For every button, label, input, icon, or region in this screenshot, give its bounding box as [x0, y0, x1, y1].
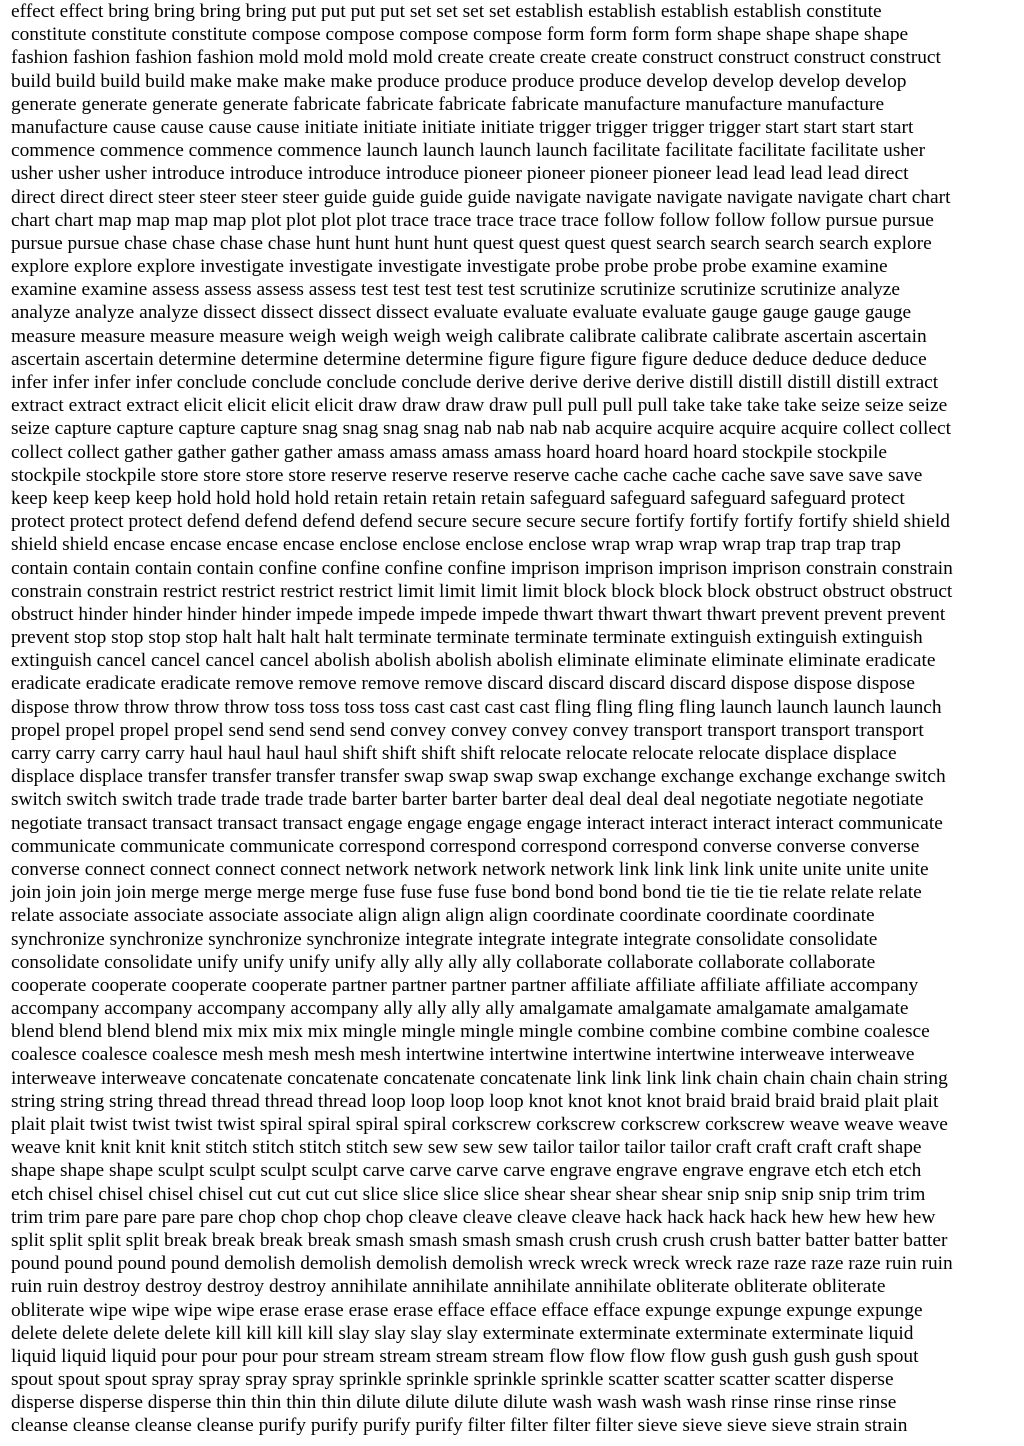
text-line: consolidate consolidate unify unify unify unify ally ally ally ally collaborate collaborate collaborate collaborate [11, 951, 876, 973]
text-line: shape shape shape sculpt sculpt sculpt sculpt carve carve carve carve engrave engrave engrave engrave etch etch etch [11, 1160, 922, 1182]
text-line: trim trim pare pare pare pare chop chop chop chop cleave cleave cleave cleave hack hack hack hack hew hew hew hew [11, 1206, 936, 1228]
text-line: plait plait twist twist twist twist spiral spiral spiral spiral corkscrew corkscrew corkscrew corkscrew weave weave weave [11, 1114, 948, 1135]
text-line: keep keep keep keep hold hold hold hold retain retain retain retain safeguard safeguard safeguard safeguard protect [11, 487, 905, 509]
text-line: protect protect protect defend defend defend defend secure secure secure secure fortify fortify fortify fortify shield shield [11, 511, 950, 533]
text-line: displace displace transfer transfer transfer transfer swap swap swap swap exchange exchange exchange exchange switch [11, 766, 946, 788]
text-line: accompany accompany accompany accompany ally ally ally ally amalgamate amalgamate amalgamate amalgamate [11, 998, 909, 1020]
text-line: commence commence commence commence launch launch launch launch facilitate facilitate facilitate facilitate usher [11, 140, 926, 162]
text-line: measure measure measure measure weigh weigh weigh weigh calibrate calibrate calibrate calibrate ascertain ascertain [11, 325, 927, 347]
text-line: analyze analyze analyze dissect dissect dissect dissect evaluate evaluate evaluate evaluate gauge gauge gauge gauge [11, 302, 912, 324]
text-line: join join join join merge merge merge merge fuse fuse fuse fuse bond bond bond bond tie tie tie tie relate relate relate [11, 882, 922, 904]
text-line: split split split split break break break break smash smash smash smash crush crush crush crush batter batter batter batter [11, 1229, 948, 1251]
text-line: obstruct hinder hinder hinder hinder impede impede impede impede thwart thwart thwart thwart prevent prevent prevent [11, 603, 946, 625]
text-line: shield shield encase encase encase encase enclose enclose enclose enclose wrap wrap wrap wrap trap trap trap trap [11, 534, 901, 556]
text-line: dispose throw throw throw throw toss toss toss toss cast cast cast cast fling fling fling fling launch launch launch launch [11, 696, 942, 718]
document-text-body [11, 0, 1015, 1438]
text-line: ascertain ascertain determine determine determine determine figure figure figure figure deduce deduce deduce deduce [11, 348, 927, 370]
text-line: ruin ruin destroy destroy destroy destroy annihilate annihilate annihilate annihilate obliterate obliterate obliterate [11, 1276, 886, 1298]
text-line: generate generate generate generate fabricate fabricate fabricate fabricate manufacture manufacture manufacture [11, 93, 885, 115]
text-line: infer infer infer infer conclude conclude conclude conclude derive derive derive derive distill distill distill distill extract [11, 372, 939, 393]
text-line: prevent stop stop stop stop halt halt halt halt terminate terminate terminate terminate extinguish extinguish extinguish [11, 627, 923, 649]
text-line: fashion fashion fashion fashion mold mold mold mold create create create create construct construct construct construct [11, 47, 941, 69]
text-line: constrain constrain restrict restrict restrict restrict limit limit limit limit block block block block obstruct obstruct obstruct [11, 580, 953, 602]
text-line: relate associate associate associate associate align align align align coordinate coordinate coordinate coordinate [11, 905, 875, 927]
text-line: cooperate cooperate cooperate cooperate partner partner partner partner affiliate affiliate affiliate affiliate accompany [11, 974, 919, 996]
text-line: examine examine assess assess assess assess test test test test test scrutinize scrutinize scrutinize scrutinize analyze [11, 279, 901, 301]
text-line: obliterate wipe wipe wipe wipe erase erase erase erase efface efface efface efface expunge expunge expunge expunge [11, 1299, 923, 1321]
text-line: usher usher usher introduce introduce introduce introduce pioneer pioneer pioneer pioneer lead lead lead lead direct [11, 163, 909, 185]
text-line: carry carry carry carry haul haul haul haul shift shift shift shift relocate relocate relocate relocate displace displace [11, 743, 897, 764]
text-line: delete delete delete delete kill kill kill kill slay slay slay slay exterminate exterminate exterminate exterminate liquid [11, 1322, 914, 1344]
text-line: converse connect connect connect connect network network network network link link link link unite unite unite unite [11, 858, 929, 880]
text-line: spout spout spout spray spray spray spray sprinkle sprinkle sprinkle sprinkle scatter scatter scatter scatter disperse [11, 1369, 894, 1391]
text-line: chart chart map map map map plot plot plot plot trace trace trace trace trace follow follow follow follow pursue pursue [11, 209, 934, 231]
text-line: contain contain contain contain confine confine confine confine imprison imprison imprison imprison constrain constrain [11, 557, 953, 579]
text-line: disperse disperse disperse thin thin thin thin dilute dilute dilute dilute wash wash wash wash rinse rinse rinse rinse [11, 1392, 897, 1414]
text-line: collect collect gather gather gather gather amass amass amass amass hoard hoard hoard hoard stockpile stockpile [11, 441, 888, 463]
text-line: explore explore explore investigate investigate investigate investigate probe probe probe probe examine examine [11, 256, 888, 278]
text-line: build build build build make make make make produce produce produce produce develop develop develop develop [11, 70, 907, 92]
text-line: eradicate eradicate eradicate remove remove remove remove discard discard discard discard dispose dispose dispose [11, 673, 915, 695]
text-line: constitute constitute constitute compose compose compose compose form form form form shape shape shape shape [11, 24, 909, 46]
text-line: seize capture capture capture capture snag snag snag snag nab nab nab nab acquire acquire acquire acquire collect collect [11, 418, 951, 440]
text-line: liquid liquid liquid pour pour pour pour stream stream stream stream flow flow flow flow gush gush gush gush spout [11, 1345, 919, 1367]
text-line: stockpile stockpile store store store store reserve reserve reserve reserve cache cache cache cache save save save save [11, 464, 923, 486]
text-line: synchronize synchronize synchronize synchronize integrate integrate integrate integrate consolidate consolidate [11, 928, 878, 950]
text-line: effect effect bring bring bring bring put put put put set set set set establish establish establish establish constitute [11, 1, 882, 22]
text-line: interweave interweave concatenate concatenate concatenate concatenate link link link link chain chain chain chain string [11, 1067, 948, 1089]
text-line: pursue pursue chase chase chase chase hunt hunt hunt hunt quest quest quest quest search search search search explore [11, 232, 932, 254]
text-line: negotiate transact transact transact transact engage engage engage engage interact interact interact interact communicate [11, 812, 943, 834]
text-line: manufacture cause cause cause cause initiate initiate initiate initiate trigger trigger trigger trigger start start start start [11, 116, 914, 138]
text-line: direct direct direct steer steer steer steer guide guide guide guide navigate navigate navigate navigate navigate chart chart [11, 186, 951, 208]
text-line: coalesce coalesce coalesce mesh mesh mesh mesh intertwine intertwine intertwine intertwine interweave interweave [11, 1044, 915, 1066]
text-line: communicate communicate communicate correspond correspond correspond correspond converse converse converse [11, 835, 920, 857]
text-line: extinguish cancel cancel cancel cancel abolish abolish abolish abolish eliminate eliminate eliminate eliminate eradicate [11, 650, 936, 672]
text-line: weave knit knit knit knit stitch stitch stitch stitch sew sew sew sew tailor tailor tailor tailor craft craft craft craft shape [11, 1137, 922, 1159]
text-line: etch chisel chisel chisel chisel cut cut cut cut slice slice slice slice shear shear shear shear snip snip snip snip trim trim [11, 1183, 926, 1205]
text-line: switch switch switch trade trade trade trade barter barter barter barter deal deal deal deal negotiate negotiate negotiate [11, 789, 924, 811]
text-line: propel propel propel propel send send send send convey convey convey convey transport transport transport transport [11, 719, 924, 741]
text-line: cleanse cleanse cleanse cleanse purify purify purify purify filter filter filter filter sieve sieve sieve sieve strain strain [11, 1415, 908, 1437]
text-line: string string string thread thread thread thread loop loop loop loop knot knot knot knot braid braid braid braid plait plait [11, 1090, 939, 1112]
text-line: extract extract extract elicit elicit elicit elicit draw draw draw draw pull pull pull pull take take take take seize seize seize [11, 395, 948, 417]
text-line: pound pound pound pound demolish demolish demolish demolish wreck wreck wreck wreck raze raze raze raze ruin ruin [11, 1253, 953, 1275]
text-line: blend blend blend blend mix mix mix mix mingle mingle mingle mingle combine combine combine combine coalesce [11, 1021, 930, 1043]
